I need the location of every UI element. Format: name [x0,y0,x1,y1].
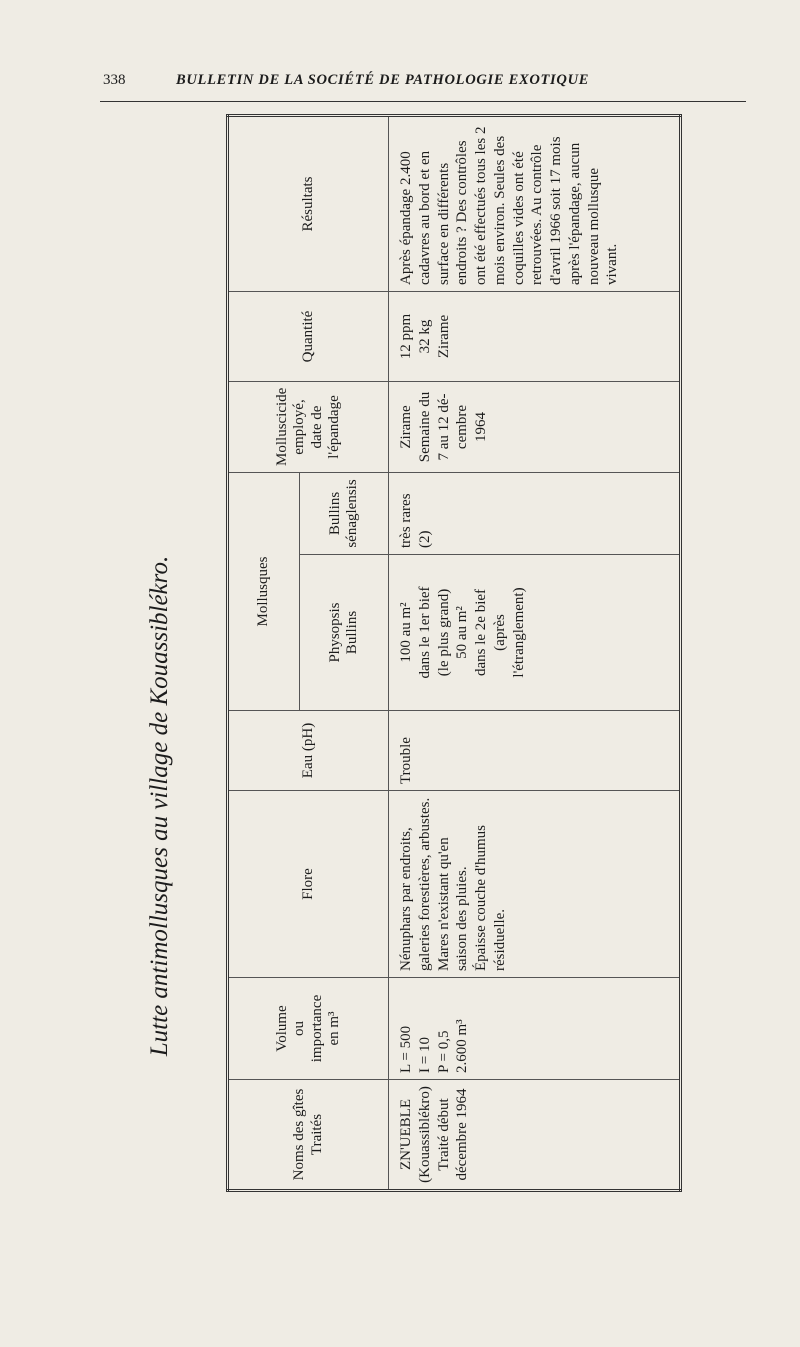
cell-volume: L = 500 I = 10 P = 0,5 2.600 m³ [389,978,681,1080]
header-quantite: Quantité [228,291,389,381]
header-noms: Noms des gîtes Traités [228,1080,389,1191]
cell-bullins: très rares (2) [389,472,681,554]
journal-title: BULLETIN DE LA SOCIÉTÉ DE PATHOLOGIE EXOTIQUE [176,72,590,88]
header-volume: Volume ou importance en m³ [228,978,389,1080]
header-rule [100,101,746,102]
page-header [100,72,740,98]
header-physopsis: Physopsis Bullins [300,555,389,711]
cell-quantite: 12 ppm 32 kg Zirame [389,291,681,381]
cell-physopsis: 100 au m² dans le 1er bief (le plus grand) 50 au m² dans le 2e bief (après l'étranglement) [389,555,681,711]
cell-molluscicide: Zirame Semaine du 7 au 12 dé- cembre 1964 [389,381,681,472]
header-molluscicide: Molluscicide employé, date de l'épandage [228,381,389,472]
data-table [226,114,682,1192]
page-number: 338 [103,72,126,88]
rotated-table [226,117,682,1192]
cell-resultats: Après épandage 2.400 cadavres au bord et en surface en différents endroits ? Des contrôles ont été effectués tous les 2 mois environ. Seules des coquilles vides ont été retrouvées. Au contrôle d'avril 1966 soit 17 mois après l'épandage, aucun nouveau mollusque vivant. [389,115,681,291]
table-row [389,115,681,1190]
header-flore: Flore [228,791,389,978]
header-bullins: Bullins sénaglensis [300,472,389,554]
cell-eau: Trouble [389,711,681,791]
header-mollusques: Mollusques [228,472,300,710]
cell-flore: Nénuphars par endroits, galeries forestières, arbustes. Mares n'existant qu'en saison des pluies. Épaisse couche d'humus résiduelle. [389,791,681,978]
cell-noms: ZN'UEBLE (Kouassiblékro) Traité début décembre 1964 [389,1080,681,1191]
header-eau: Eau (pH) [228,711,389,791]
table-caption: Lutte antimollusques au village de Kouassiblékro. [146,555,173,1057]
header-resultats: Résultats [228,115,389,291]
